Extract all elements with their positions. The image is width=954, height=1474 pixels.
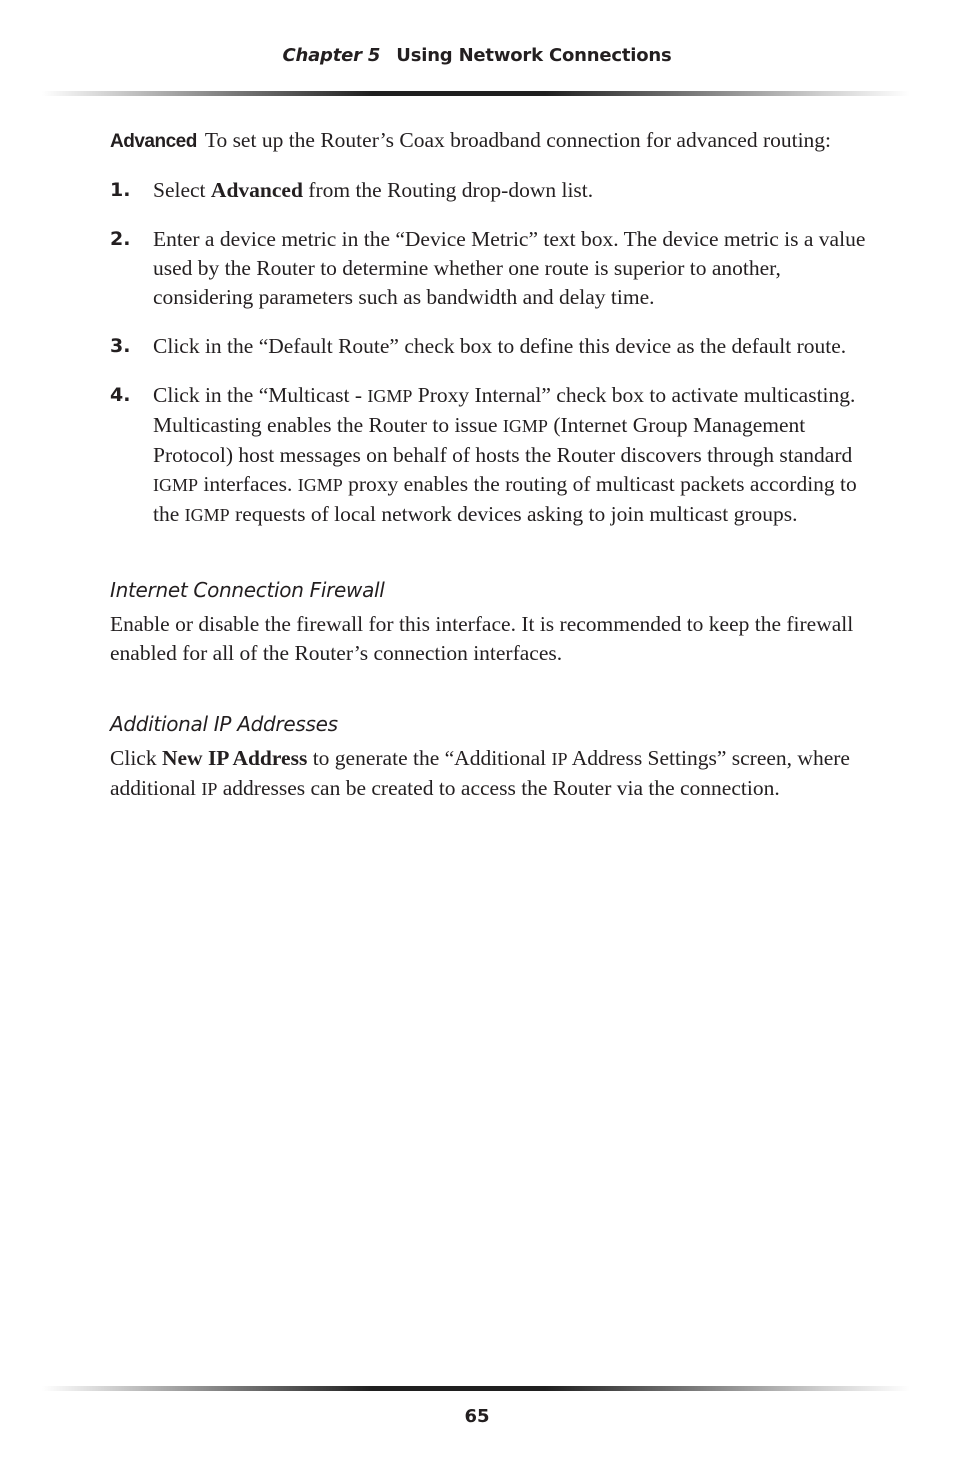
runin-heading: Advanced (110, 131, 197, 152)
acronym: IGMP (184, 505, 230, 525)
step-text: proxy enables the routing of multicast packets according to the (153, 472, 857, 526)
step-item (110, 225, 870, 312)
step-number: 1. (110, 179, 131, 201)
acronym: IP (201, 779, 218, 799)
step-number: 2. (110, 228, 131, 250)
step-text: Click in the “Multicast - (153, 383, 368, 407)
step-text: interfaces. (198, 472, 298, 496)
paragraph-text: to generate the “Additional (307, 746, 552, 770)
intro-text: To set up the Router’s Coax broadband connection for advanced routing: (204, 128, 832, 152)
acronym: IP (551, 749, 568, 769)
paragraph-text: Address Settings” screen, where additional (110, 746, 850, 800)
chapter-label: Chapter 5 (282, 45, 381, 66)
paragraph-text: addresses can be created to access the Router via the connection. (217, 776, 780, 800)
steps-list (110, 176, 870, 530)
step-bold-term: Advanced (210, 178, 303, 202)
step-text: Click in the “Default Route” check box to define this device as the default route. (153, 334, 847, 358)
step-item (110, 381, 870, 530)
paragraph-text: Click (110, 746, 162, 770)
running-header (0, 45, 954, 66)
additional-ip-heading: Additional IP Addresses (110, 712, 338, 736)
additional-ip-paragraph (110, 744, 870, 804)
step-text: Proxy Internal” check box to activate multicasting. Multicasting enables the Router to issue (153, 383, 856, 437)
intro-paragraph (110, 126, 870, 156)
step-item (110, 332, 870, 361)
step-text: from the Routing drop-down list. (302, 178, 594, 202)
acronym: IGMP (297, 475, 343, 495)
acronym: IGMP (367, 386, 413, 406)
step-number: 4. (110, 384, 131, 406)
step-number: 3. (110, 335, 131, 357)
page-content (110, 126, 870, 804)
new-ip-address-term: New IP Address (161, 746, 308, 770)
acronym: IGMP (153, 475, 199, 495)
chapter-title: Using Network Connections (396, 45, 672, 66)
step-text: Select (153, 178, 211, 202)
step-text: requests of local network devices asking to join multicast groups. (229, 502, 798, 526)
page-number: 65 (464, 1406, 490, 1427)
step-item (110, 176, 870, 205)
firewall-paragraph: Enable or disable the firewall for this interface. It is recommended to keep the firewall enabled for all of the Router’s connection interfaces. (110, 612, 854, 665)
step-text: (Internet Group Management Protocol) host messages on behalf of hosts the Router discovers through standard (153, 413, 853, 467)
acronym: IGMP (502, 416, 548, 436)
footer-rule (42, 1386, 910, 1391)
header-rule (42, 91, 910, 96)
firewall-heading: Internet Connection Firewall (110, 578, 385, 602)
step-text: Enter a device metric in the “Device Metric” text box. The device metric is a value used by the Router to determine whether one route is superior to another, considering parameters such as bandwidth and delay time. (153, 227, 866, 309)
